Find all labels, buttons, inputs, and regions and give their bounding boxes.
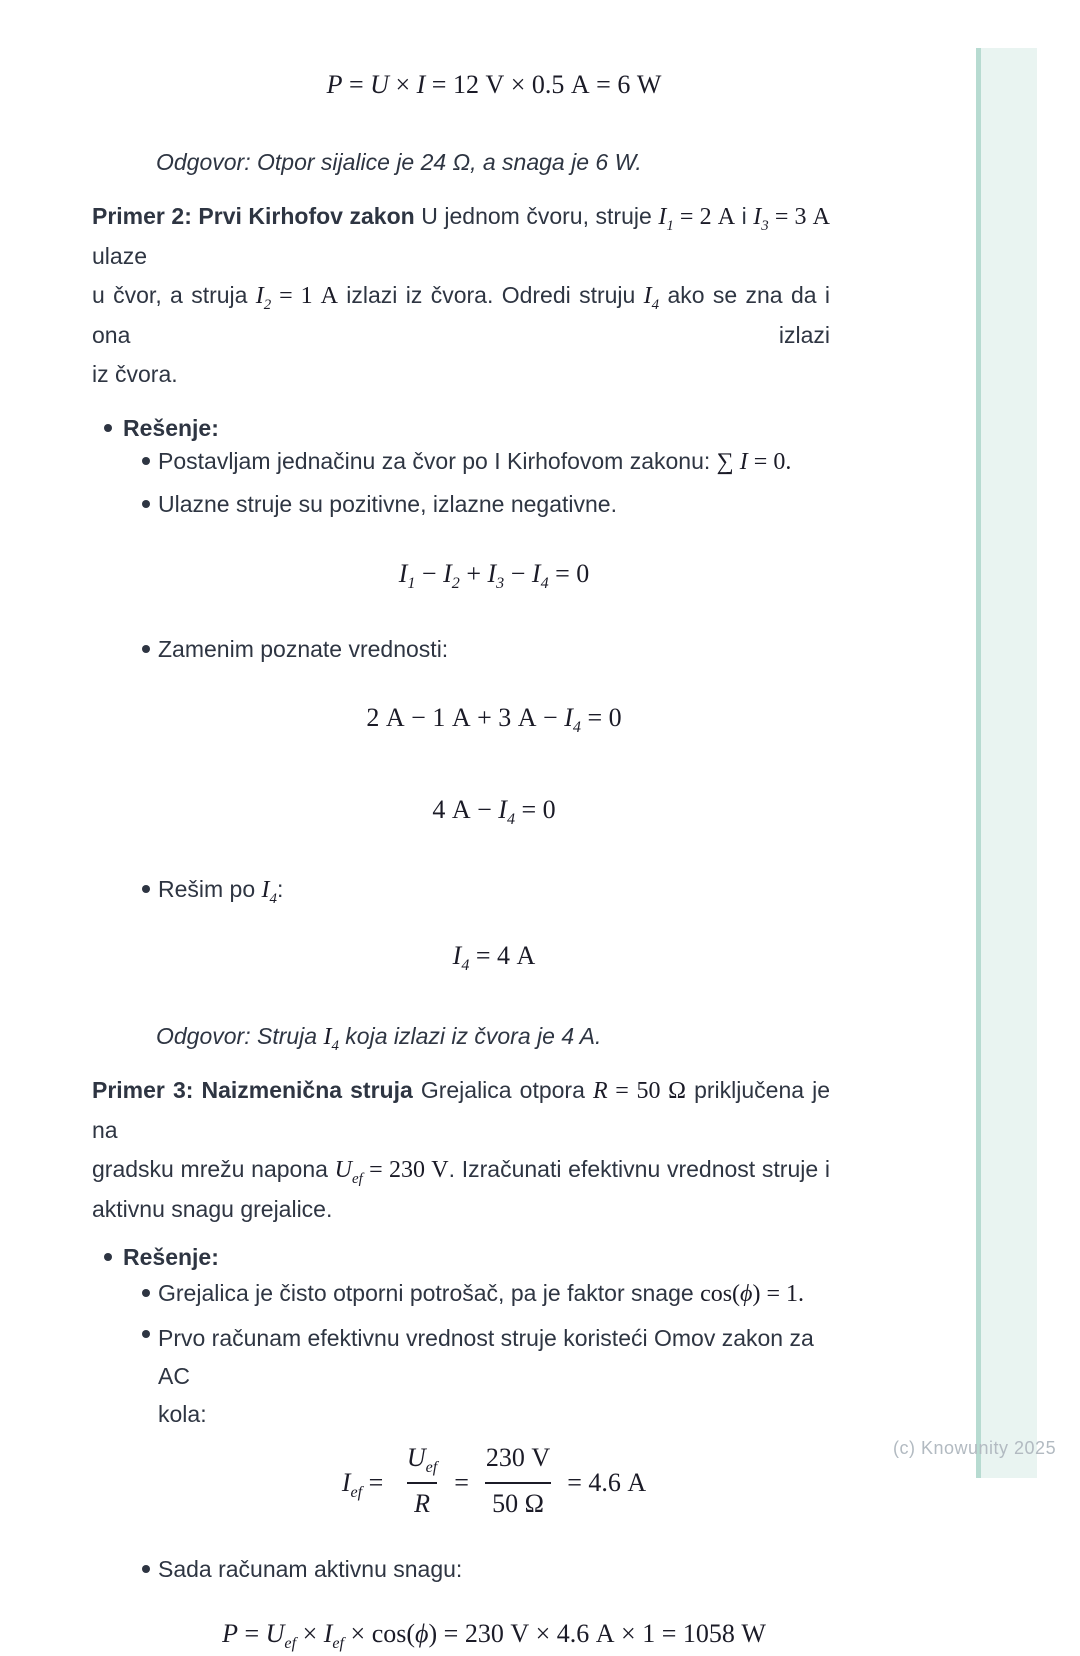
ohm-ac-text bbox=[158, 1319, 830, 1433]
power-factor-text: Grejalica je čisto otporni potrošač, pa je faktor snage cos(ϕ) = 1. bbox=[158, 1280, 804, 1307]
frac-lead: $I_{ef}$ = bbox=[341, 1468, 390, 1502]
substitute-values-text: Zamenim poznate vrednosti: bbox=[158, 636, 449, 662]
formula-simplified: 4 $A - I_4 = 0$ bbox=[432, 795, 556, 829]
fraction-numerator: $U_{ef}$ bbox=[406, 1443, 438, 1477]
primer2-line1: Primer 2: Prvi Kirhofov zakon U jednom čvoru, struje $I_1 = 2$ A i $I_3 = 3$ A ulaze bbox=[92, 203, 830, 269]
primer2-paragraph bbox=[92, 197, 830, 394]
list-item-kirchhoff-setup bbox=[92, 446, 830, 477]
bullet-icon bbox=[142, 1278, 158, 1309]
primer3-line1: Primer 3: Naizmenična struja Grejalica otpora R = 50 Ω priključena je na bbox=[92, 1077, 830, 1143]
document-content bbox=[92, 0, 830, 1656]
bullet-icon bbox=[142, 489, 158, 519]
list-item-ohm-ac bbox=[92, 1319, 830, 1433]
resenje-label: Rešenje: bbox=[123, 415, 219, 441]
page-accent-bar bbox=[976, 48, 1037, 1478]
bullet-icon bbox=[104, 1242, 123, 1272]
answer-primer1: Odgovor: Otpor sijalice je 24 Ω, a snaga je 6 W. bbox=[156, 149, 642, 175]
answer-primer2: Odgovor: Struja $I_4$ koja izlazi iz čvora je 4 A. bbox=[156, 1023, 602, 1054]
active-power-text: Sada računam aktivnu snagu: bbox=[158, 1556, 463, 1582]
list-item-sign-convention bbox=[92, 489, 830, 519]
watermark: (c) Knowunity 2025 bbox=[893, 1438, 1057, 1458]
formula-active-power: $P = U_{ef} \times I_{ef} \times \cos(\phi) = 230$ V × 4.6 A × 1 = 1058 W bbox=[222, 1619, 766, 1653]
bullet-icon bbox=[142, 446, 158, 477]
kirchhoff-setup-text: Postavljam jednačinu za čvor po I Kirhofovom zakonu: ∑ I = 0. bbox=[158, 448, 792, 475]
fraction-denominator: 50 Ω bbox=[485, 1482, 551, 1523]
fraction-denominator: R bbox=[407, 1482, 437, 1523]
list-item-active-power bbox=[92, 1554, 830, 1584]
primer3-line3: aktivnu snagu grejalice. bbox=[92, 1196, 333, 1222]
list-item-substitute-values bbox=[92, 634, 830, 664]
resenje-label: Rešenje: bbox=[123, 1244, 219, 1270]
formula-power-dc: P = U × I = 12 V × 0.5 A = 6 W bbox=[326, 70, 662, 99]
bullet-icon bbox=[142, 1319, 158, 1433]
primer3-line2: gradsku mrežu napona $U_{ef} = 230$ V. Izračunati efektivnu vrednost struje i bbox=[92, 1156, 830, 1187]
solve-i4-text: Rešim po $I_4$: bbox=[158, 876, 284, 907]
ohm-ac-line2: kola: bbox=[158, 1401, 207, 1427]
primer2-line2: u čvor, a struja $I_2 = 1$ A izlazi iz čvora. Odredi struju $I_4$ ako se zna da i ona izlazi bbox=[92, 282, 830, 348]
frac-result: = 4.6 A bbox=[567, 1468, 647, 1497]
formula-substituted: 2 A − 1 A + 3 $A - I_4 = 0$ bbox=[366, 703, 622, 737]
formula-i4-result: $I_4 = 4$ A bbox=[452, 941, 536, 975]
list-item-resenje-2 bbox=[92, 1242, 830, 1272]
bullet-icon bbox=[104, 413, 123, 443]
list-item-resenje-1 bbox=[92, 413, 830, 443]
list-item-solve-i4 bbox=[92, 874, 830, 905]
formula-kcl: $I_1 - I_2 + I_3 - I_4 = 0$ bbox=[398, 559, 590, 593]
fraction-numerator: 230 V bbox=[485, 1443, 551, 1472]
list-item-power-factor bbox=[92, 1278, 830, 1309]
frac-equals: = bbox=[454, 1468, 469, 1497]
formula-effective-current bbox=[158, 1435, 830, 1531]
primer3-paragraph bbox=[92, 1071, 830, 1229]
ohm-ac-line1: Prvo računam efektivnu vrednost struje koristeći Omov zakon za AC bbox=[158, 1325, 814, 1389]
bullet-icon bbox=[142, 634, 158, 664]
bullet-icon bbox=[142, 874, 158, 905]
primer2-line3: iz čvora. bbox=[92, 361, 178, 387]
sign-convention-text: Ulazne struje su pozitivne, izlazne negativne. bbox=[158, 491, 617, 517]
fraction-uef-over-r bbox=[400, 1443, 444, 1523]
fraction-230v-over-50ohm bbox=[479, 1443, 557, 1523]
bullet-icon bbox=[142, 1554, 158, 1584]
